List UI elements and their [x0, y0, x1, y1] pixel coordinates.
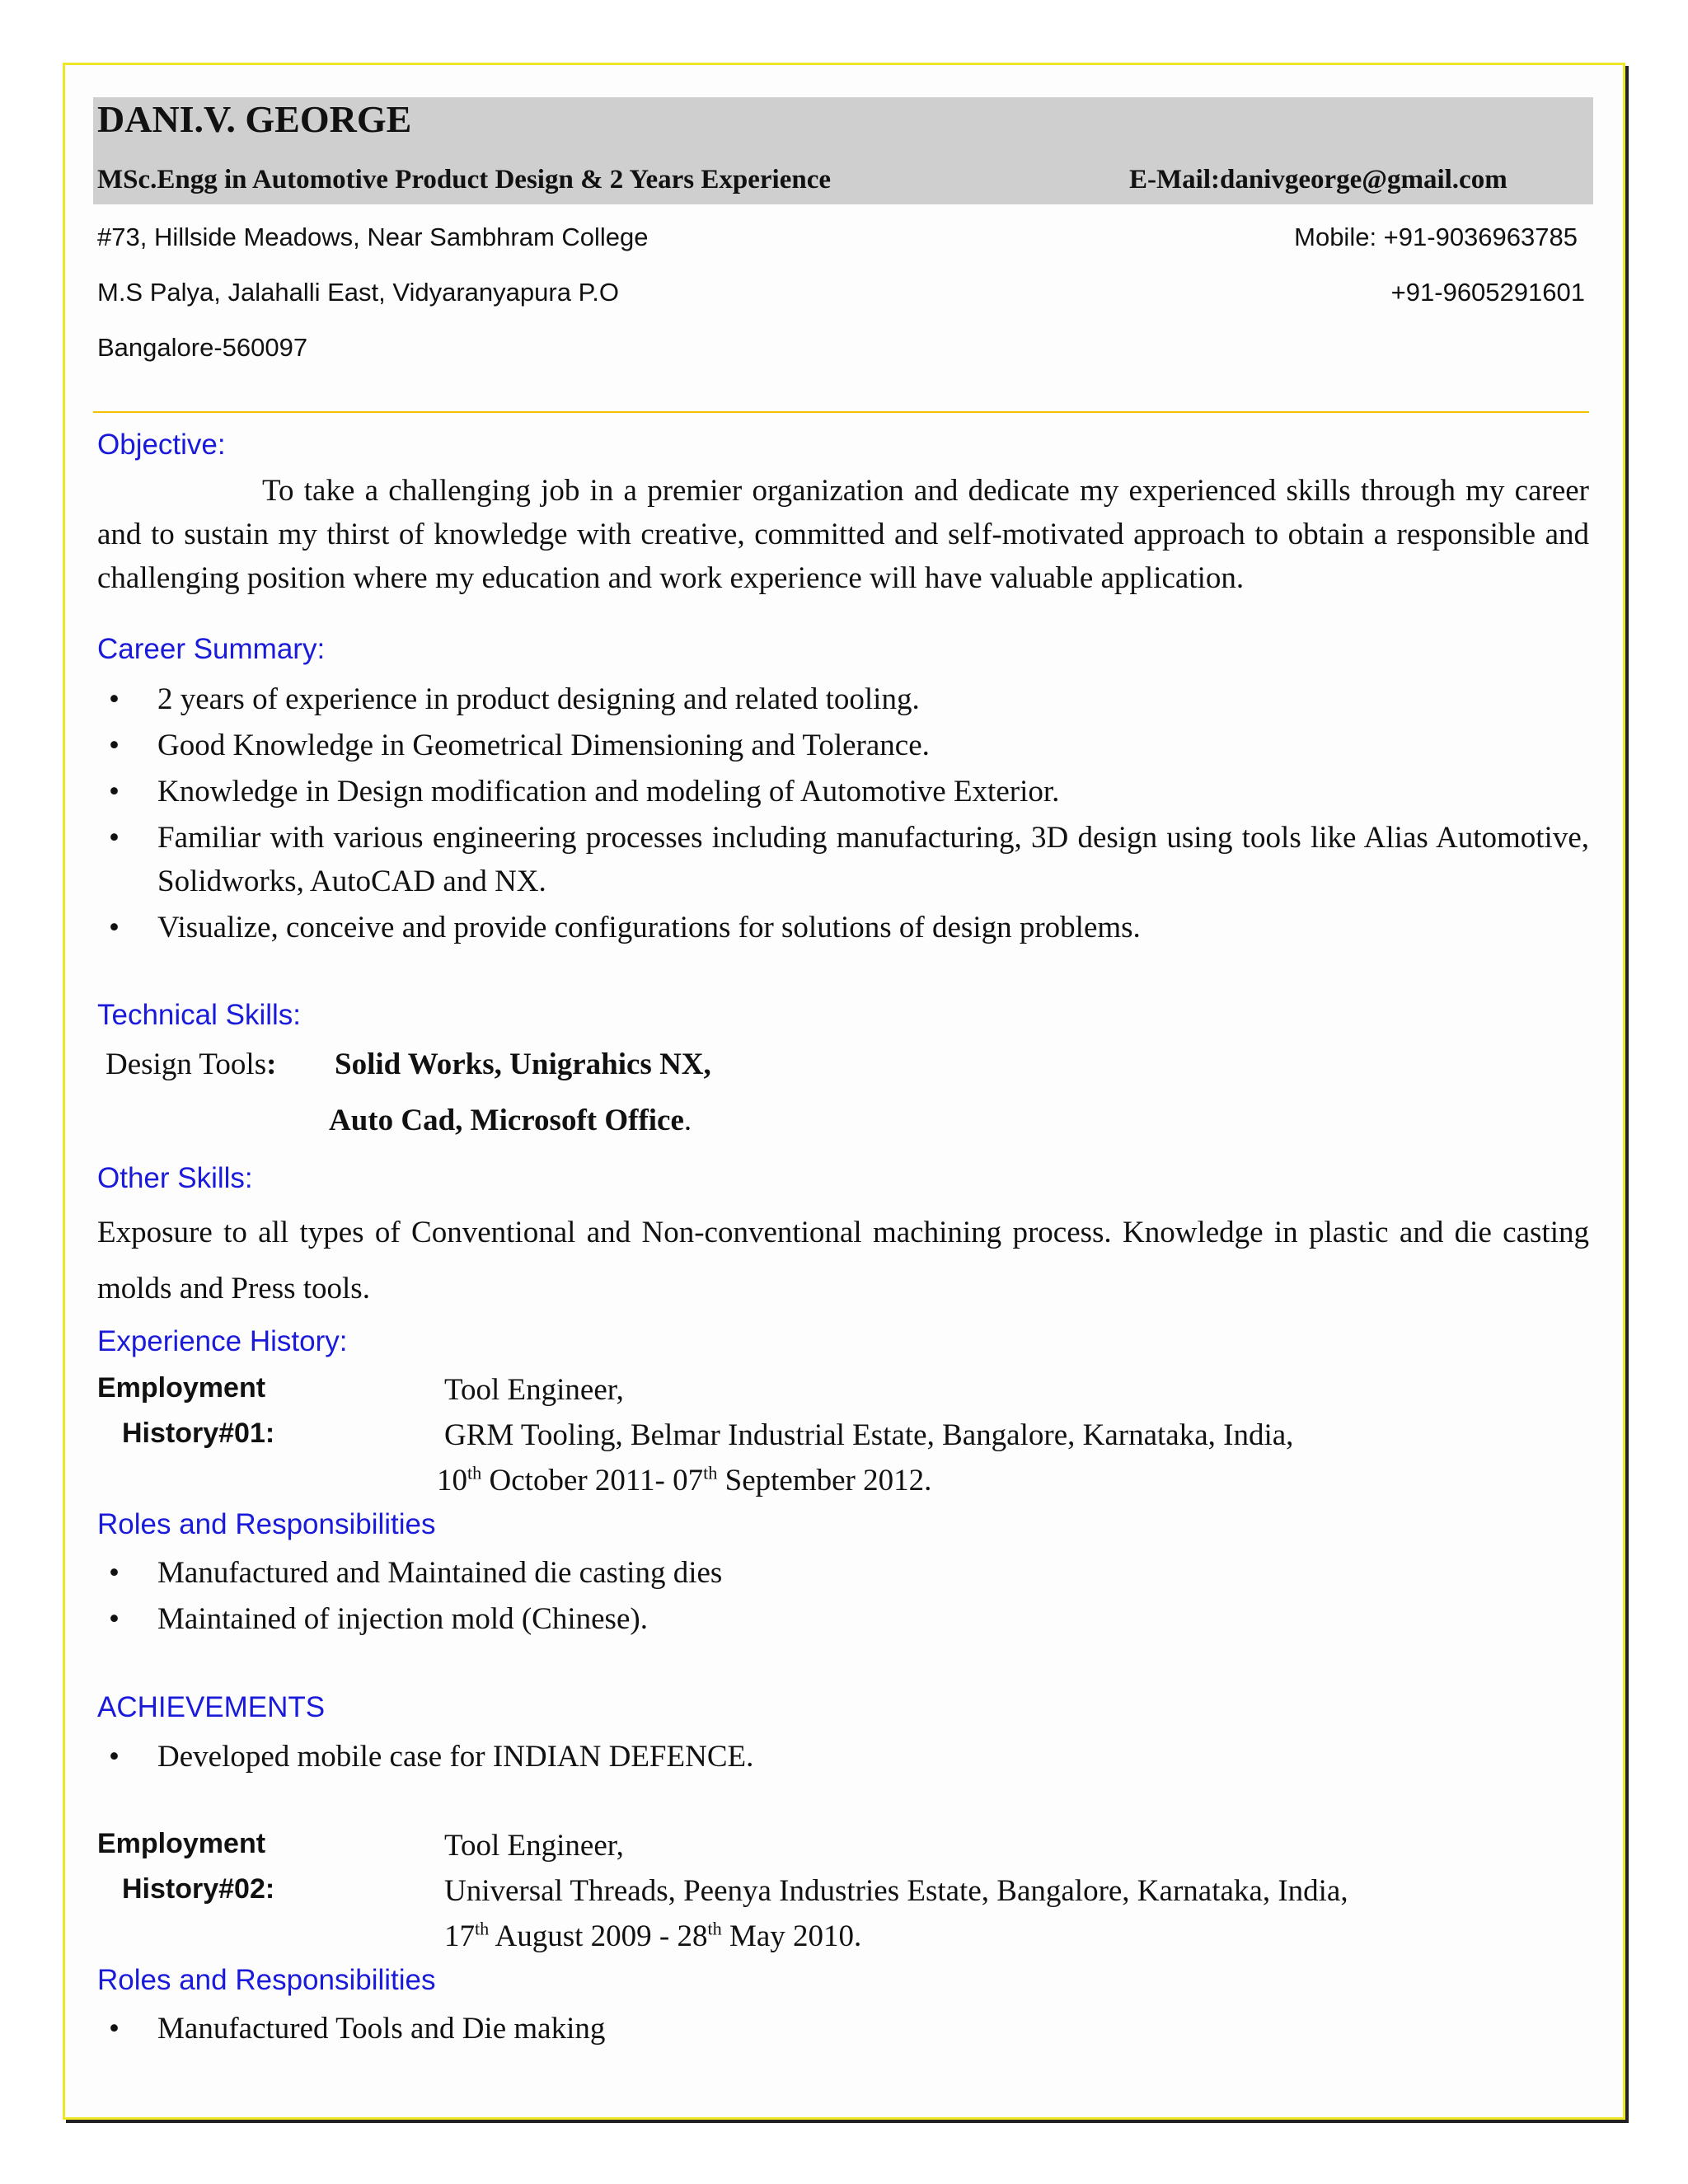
design-tools-label-text: Design Tools [106, 1047, 267, 1081]
job-2-start-suffix: th [475, 1918, 490, 1939]
employment-label-2: Employment [97, 1828, 266, 1859]
other-skills-text: Exposure to all types of Conventional and Non-conventional machining process. Knowledge in plastic and die casting molds and Press tools. [97, 1216, 1589, 1305]
job-2-start-day: 17 [444, 1919, 475, 1953]
role-item: Maintained of injection mold (Chinese). [157, 1602, 648, 1636]
employment-label-1: Employment [97, 1372, 266, 1404]
design-tools-period: . [683, 1104, 692, 1137]
list-item [97, 1597, 1589, 1641]
job-1-dates [437, 1459, 931, 1502]
job-2-end-suffix: th [707, 1918, 722, 1939]
job-1-company: GRM Tooling, Belmar Industrial Estate, Bangalore, Karnataka, India, [444, 1418, 1294, 1452]
job-2-dates [444, 1915, 861, 1958]
career-summary-list [97, 677, 1589, 952]
degree-line: MSc.Engg in Automotive Product Design & 2 Years Experience [97, 165, 832, 194]
candidate-name: DANI.V. GEORGE [97, 98, 412, 140]
job-1-end-rest: September 2012. [717, 1464, 932, 1497]
page-border [63, 63, 1625, 2120]
bullet-icon: • [109, 2012, 120, 2046]
mobile-number-1: Mobile: +91-9036963785 [1294, 223, 1578, 251]
achievements-heading: ACHIEVEMENTS [97, 1691, 326, 1723]
history-label-2: History#02: [122, 1873, 275, 1905]
technical-skills-heading: Technical Skills: [97, 999, 302, 1031]
roles-heading-1: Roles and Responsibilities [97, 1508, 436, 1540]
bullet-icon: • [109, 911, 120, 944]
job-1-start-day: 10 [437, 1464, 467, 1497]
bullet-icon: • [109, 1556, 120, 1590]
career-summary-item: Good Knowledge in Geometrical Dimensioning and Tolerance. [157, 729, 930, 762]
other-skills-heading: Other Skills: [97, 1162, 253, 1194]
list-item [97, 1735, 1589, 1779]
job-1-start-rest: October 2011- 07 [481, 1464, 704, 1497]
list-item [97, 906, 1589, 949]
roles-list-1 [97, 1551, 1589, 1643]
achievements-list [97, 1735, 1589, 1781]
history-label-1: History#01: [122, 1418, 275, 1449]
career-summary-item: 2 years of experience in product designing and related tooling. [157, 682, 920, 716]
job-2-start-rest: August 2009 - 28 [489, 1919, 708, 1953]
address-line-1: #73, Hillside Meadows, Near Sambhram College [97, 223, 649, 251]
objective-text: To take a challenging job in a premier organization and dedicate my experienced skills through my career and to sustain my thirst of knowledge with creative, committed and self-motivated approach to obtain a responsible and challenging position where my education and work experience will have valuable application. [97, 474, 1589, 595]
career-summary-heading: Career Summary: [97, 633, 326, 665]
roles-heading-2: Roles and Responsibilities [97, 1964, 436, 1996]
list-item [97, 724, 1589, 767]
role-item: Manufactured and Maintained die casting dies [157, 1556, 723, 1590]
design-tools-label [106, 1043, 276, 1086]
career-summary-item: Familiar with various engineering processes including manufacturing, 3D design using tools like Alias Automotive, Solidworks, AutoCAD and NX. [157, 821, 1589, 898]
design-tools-colon: : [266, 1047, 277, 1081]
bullet-icon: • [109, 1602, 120, 1636]
list-item [97, 2007, 1589, 2050]
job-1-start-suffix: th [467, 1462, 482, 1483]
bullet-icon: • [109, 775, 120, 808]
address-line-3: Bangalore-560097 [97, 333, 308, 362]
experience-history-heading: Experience History: [97, 1325, 348, 1357]
list-item [97, 770, 1589, 813]
job-1-title: Tool Engineer, [444, 1373, 624, 1407]
job-1-end-suffix: th [703, 1462, 718, 1483]
roles-list-2 [97, 2007, 1589, 2053]
design-tools-line-1: Solid Works, Unigrahics NX, [335, 1047, 711, 1081]
job-2-title: Tool Engineer, [444, 1829, 624, 1863]
address-line-2: M.S Palya, Jalahalli East, Vidyaranyapura P.O [97, 278, 619, 307]
email-address: E-Mail:danivgeorge@gmail.com [1129, 165, 1507, 194]
job-2-company: Universal Threads, Peenya Industries Estate, Bangalore, Karnataka, India, [444, 1874, 1348, 1908]
mobile-number-2: +91-9605291601 [1390, 278, 1585, 307]
job-2-end-rest: May 2010. [721, 1919, 862, 1953]
bullet-icon: • [109, 682, 120, 716]
career-summary-item: Visualize, conceive and provide configurations for solutions of design problems. [157, 911, 1141, 944]
list-item [97, 1551, 1589, 1595]
list-item [97, 816, 1589, 903]
objective-heading: Objective: [97, 429, 226, 461]
bullet-icon: • [109, 1740, 120, 1774]
achievement-item: Developed mobile case for INDIAN DEFENCE. [157, 1740, 754, 1774]
design-tools-line-2 [329, 1099, 692, 1142]
bullet-icon: • [109, 729, 120, 762]
header-divider [93, 411, 1589, 413]
list-item [97, 677, 1589, 721]
career-summary-item: Knowledge in Design modification and modeling of Automotive Exterior. [157, 775, 1060, 808]
bullet-icon: • [109, 821, 120, 855]
role-item: Manufactured Tools and Die making [157, 2012, 606, 2046]
design-tools-line-2-text: Auto Cad, Microsoft Office [329, 1104, 684, 1137]
